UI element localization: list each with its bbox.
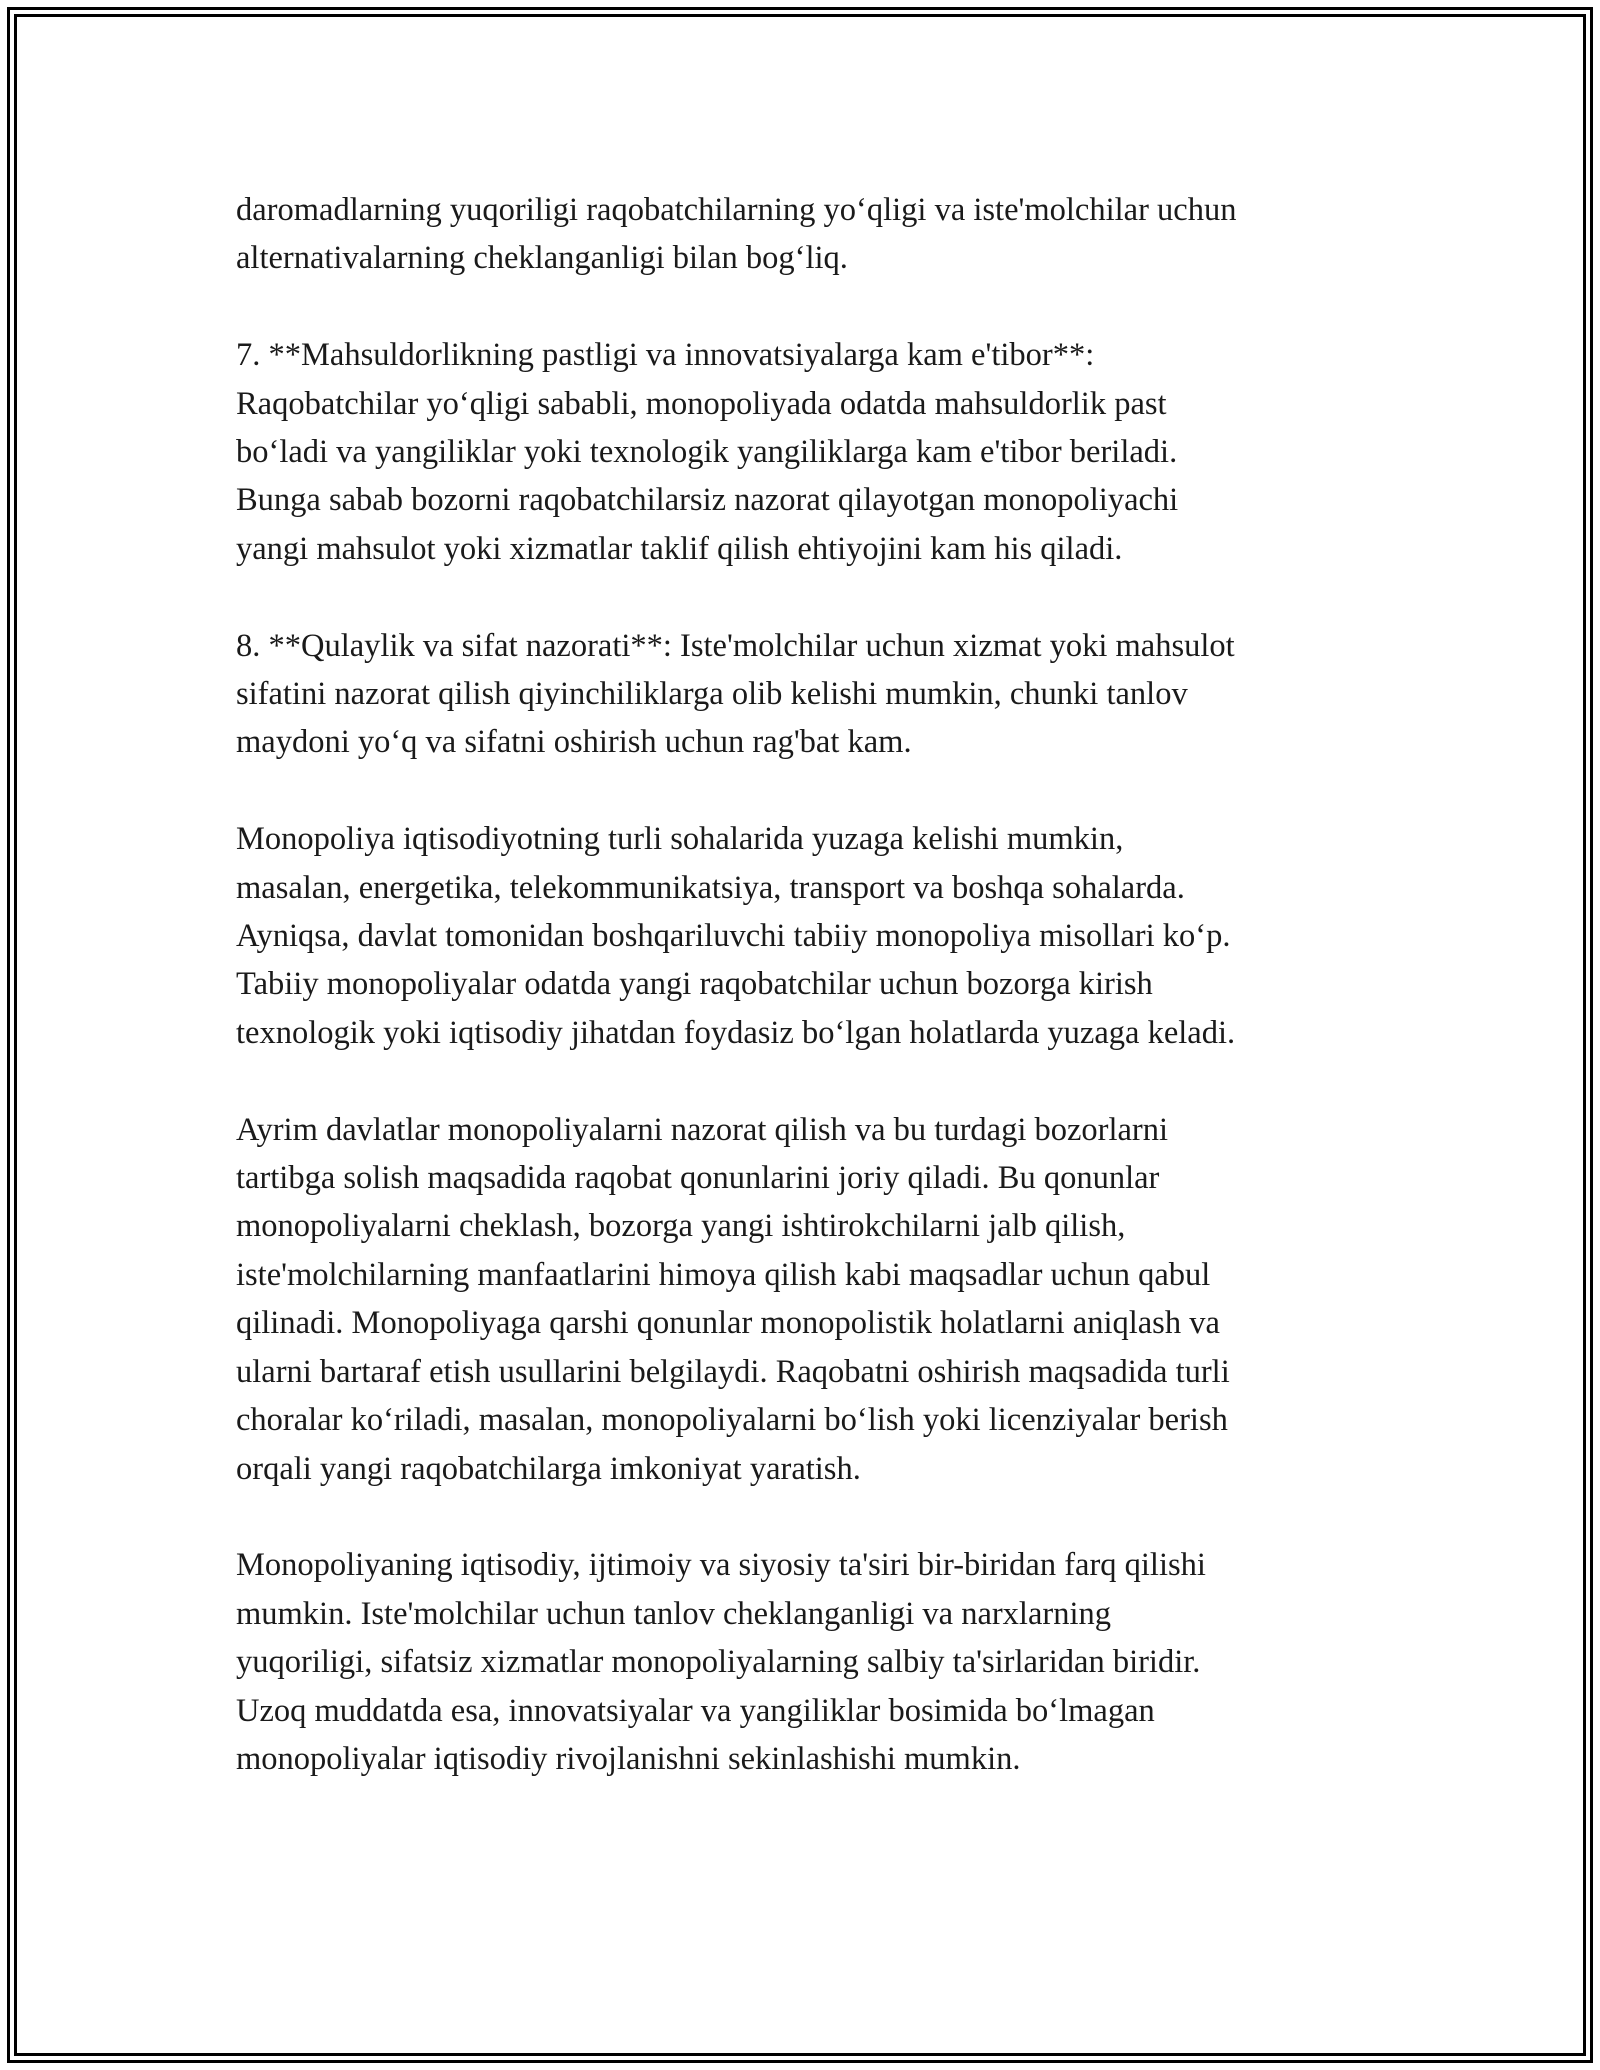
text-line: monopoliyalar iqtisodiy rivojlanishni sekinlashishi mumkin. (236, 1740, 1021, 1777)
text-line: maydoni yo‘q va sifatni oshirish uchun rag'bat kam. (236, 724, 912, 761)
text-line: texnologik yoki iqtisodiy jihatdan foydasiz bo‘lgan holatlarda yuzaga keladi. (236, 1014, 1236, 1051)
text-line: monopoliyalarni cheklash, bozorga yangi ishtirokchilarni jalb qilish, (236, 1208, 1126, 1245)
text-line: Ayniqsa, davlat tomonidan boshqariluvchi tabiiy monopoliya misollari ko‘p. (236, 918, 1231, 955)
text-line: yuqoriligi, sifatsiz xizmatlar monopoliyalarning salbiy ta'sirlaridan biridir. (236, 1644, 1201, 1681)
text-line: masalan, energetika, telekommunikatsiya, transport va boshqa sohalarda. (236, 869, 1185, 906)
text-line: 7. **Mahsuldorlikning pastligi va innovatsiyalarga kam e'tibor**: (236, 337, 1095, 374)
text-line: yangi mahsulot yoki xizmatlar taklif qilish ehtiyojini kam his qiladi. (236, 530, 1123, 567)
text-line: mumkin. Iste'molchilar uchun tanlov cheklanganligi va narxlarning (236, 1595, 1111, 1632)
text-line: orqali yangi raqobatchilarga imkoniyat yaratish. (236, 1450, 861, 1487)
text-line: 8. **Qulaylik va sifat nazorati**: Iste'molchilar uchun xizmat yoki mahsulot (236, 627, 1235, 664)
text-line: Bunga sabab bozorni raqobatchilarsiz nazorat qilayotgan monopoliyachi (236, 482, 1179, 519)
text-line: daromadlarning yuqoriligi raqobatchilarning yo‘qligi va iste'molchilar uchun (236, 192, 1237, 228)
text-line: Ayrim davlatlar monopoliyalarni nazorat qilish va bu turdagi bozorlarni (236, 1111, 1169, 1148)
paragraph-item-7-productivity (236, 331, 1386, 573)
text-line: sifatini nazorat qilish qiyinchiliklarga olib kelishi mumkin, chunki tanlov (236, 676, 1188, 713)
text-line: bo‘ladi va yangiliklar yoki texnologik yangiliklarga kam e'tibor beriladi. (236, 434, 1178, 471)
text-line: iste'molchilarning manfaatlarini himoya qilish kabi maqsadlar uchun qabul (236, 1256, 1211, 1293)
paragraph-item-8-quality (236, 622, 1386, 767)
text-line: Monopoliyaning iqtisodiy, ijtimoiy va siyosiy ta'siri bir-biridan farq qilishi (236, 1547, 1206, 1584)
text-line: alternativalarning cheklanganligi bilan bog‘liq. (236, 240, 848, 277)
paragraph-competition-laws (236, 1106, 1386, 1493)
text-line: Raqobatchilar yo‘qligi sababli, monopoliyada odatda mahsuldorlik past (236, 385, 1167, 422)
text-line: Monopoliya iqtisodiyotning turli sohalarida yuzaga kelishi mumkin, (236, 821, 1124, 858)
text-line: qilinadi. Monopoliyaga qarshi qonunlar monopolistik holatlarni aniqlash va (236, 1305, 1220, 1342)
paragraph-monopoly-sectors (236, 815, 1386, 1057)
text-line: ularni bartaraf etish usullarini belgilaydi. Raqobatni oshirish maqsadida turli (236, 1353, 1230, 1390)
text-line: Uzoq muddatda esa, innovatsiyalar va yangiliklar bosimida bo‘lmagan (236, 1692, 1155, 1729)
document-body (236, 186, 1386, 1832)
text-line: tartibga solish maqsadida raqobat qonunlarini joriy qiladi. Bu qonunlar (236, 1160, 1160, 1197)
paragraph-income-continuation (236, 186, 1386, 283)
text-line: choralar ko‘riladi, masalan, monopoliyalarni bo‘lish yoki licenziyalar berish (236, 1402, 1228, 1439)
text-line: Tabiiy monopoliyalar odatda yangi raqobatchilar uchun bozorga kirish (236, 966, 1153, 1003)
paragraph-monopoly-impact (236, 1541, 1386, 1783)
